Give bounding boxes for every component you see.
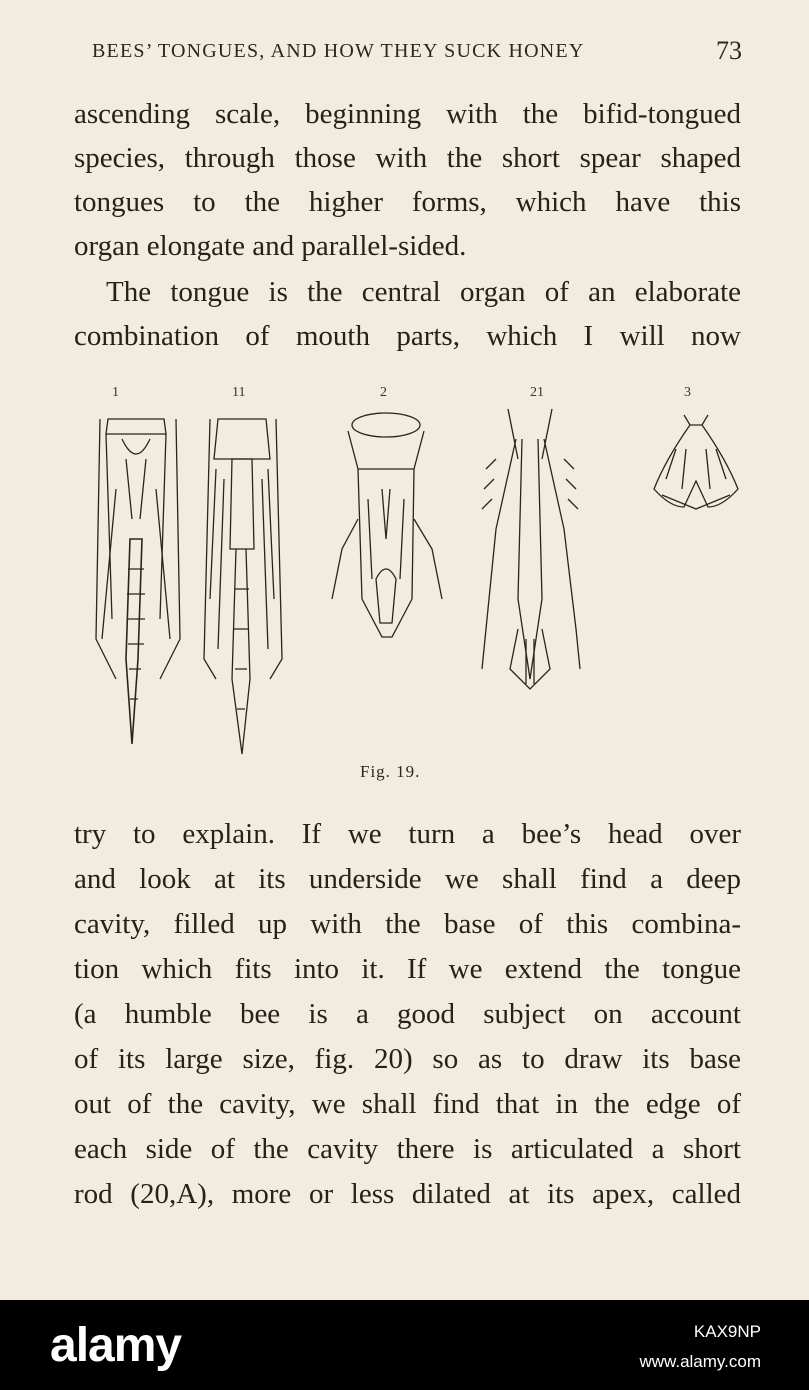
mouthparts-drawing-3 (654, 415, 738, 509)
image-id: KAX9NP (693, 1322, 761, 1341)
page-number: 73 (716, 36, 742, 65)
text-line: ascending scale, beginning with the bifid-tongued (74, 98, 741, 130)
text-line: and look at its underside we shall find a deep (74, 863, 741, 895)
text-line: tongues to the higher forms, which have this (74, 186, 741, 218)
figure-label: 21 (530, 385, 544, 400)
mouthparts-drawing-2 (332, 413, 442, 637)
mouthparts-illustration (86, 399, 746, 759)
text-line: (a humble bee is a good subject on account (74, 998, 741, 1030)
mouthparts-drawing-21 (482, 409, 580, 689)
text-line: rod (20,A), more or less dilated at its apex, called (74, 1178, 741, 1210)
text-line: out of the cavity, we shall find that in the edge of (74, 1088, 741, 1120)
text-line: tion which fits into it. If we extend the tongue (74, 953, 741, 985)
text-line: of its large size, fig. 20) so as to draw its base (74, 1043, 741, 1075)
alamy-logo: alamy (50, 1319, 182, 1372)
figure-19 (86, 385, 746, 765)
mouthparts-drawing-11 (204, 419, 282, 754)
text-line: try to explain. If we turn a bee’s head over (74, 818, 741, 850)
watermark-bar (0, 1300, 809, 1390)
figure-label: 1 (112, 385, 119, 400)
running-header (92, 38, 742, 68)
text-line: combination of mouth parts, which I will now (74, 320, 741, 352)
text-line: species, through those with the short spear shaped (74, 142, 741, 174)
header-title: BEES’ TONGUES, AND HOW THEY SUCK HONEY (92, 40, 585, 62)
site-url: www.alamy.com (639, 1352, 761, 1371)
text-line: organ elongate and parallel-sided. (74, 230, 467, 262)
text-line: The tongue is the central organ of an elaborate (106, 276, 741, 308)
figure-label: 11 (232, 385, 246, 400)
text-line: each side of the cavity there is articulated a short (74, 1133, 741, 1165)
figure-label: 3 (684, 385, 691, 400)
mouthparts-drawing-1 (96, 419, 180, 744)
text-line: cavity, filled up with the base of this combina- (74, 908, 741, 940)
figure-label: 2 (380, 385, 387, 400)
figure-caption: Fig. 19. (360, 762, 421, 781)
